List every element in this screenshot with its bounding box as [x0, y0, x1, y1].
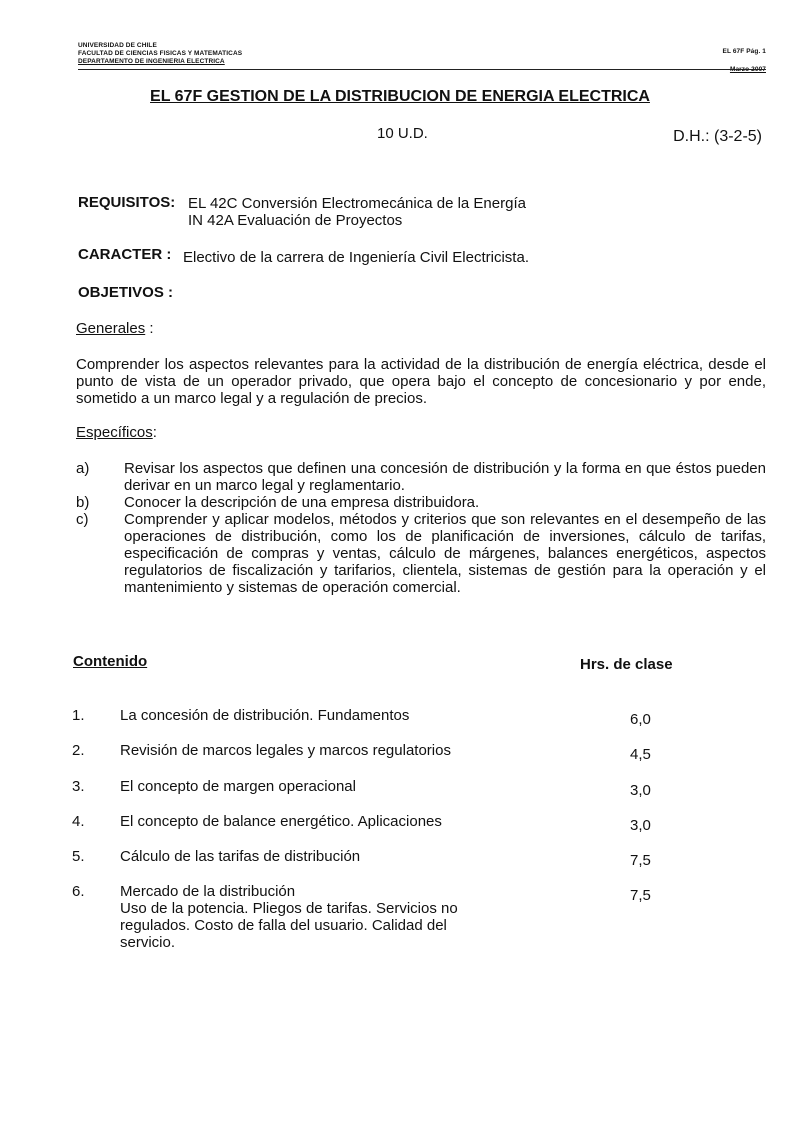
list-text: Comprender y aplicar modelos, métodos y criterios que son relevantes en el desempeño de las operaciones de distribución, como los de planificación de inversiones, cálculo de tarifas, especificación de compras y ventas, cálculo de márgenes, balances energéticos, aspectos regulatorios de fiscalización y tarifarios, clientela, sistemas de gestión para la operación y el mantenimiento y sistemas de operación comercial.	[124, 511, 766, 596]
content-hours: 7,5	[630, 887, 651, 904]
content-topic-detail: Uso de la potencia. Pliegos de tarifas. Servicios no regulados. Costo de falla del usuario. Calidad del servicio.	[120, 900, 458, 951]
content-topic: El concepto de balance energético. Aplicaciones	[120, 813, 442, 830]
requisito-item: IN 42A Evaluación de Proyectos	[188, 212, 403, 229]
page-reference: EL 67F Pág. 1	[722, 48, 766, 55]
generales-paragraph: Comprender los aspectos relevantes para la actividad de la distribución de energía eléctrica, desde el punto de vista de un operador privado, que opera bajo el concepto de concesionario y por ende, sometido a un marco legal y a regulación de precios.	[76, 356, 766, 407]
content-topic: La concesión de distribución. Fundamentos	[120, 707, 410, 724]
content-topic-title: Mercado de la distribución	[120, 883, 296, 900]
content-number: 5.	[72, 848, 85, 865]
content-number: 6.	[72, 883, 85, 900]
document-date: Marzo 2007	[729, 66, 766, 73]
content-topic	[120, 883, 460, 951]
especificos-label: Específicos	[76, 424, 153, 441]
content-number: 2.	[72, 742, 85, 759]
especificos-separator: :	[152, 424, 157, 441]
course-units: 10 U.D.	[377, 125, 428, 142]
content-number: 4.	[72, 813, 85, 830]
list-marker: c)	[76, 511, 89, 528]
document-title: EL 67F GESTION DE LA DISTRIBUCION DE ENERGIA ELECTRICA	[150, 88, 650, 105]
generales-separator: :	[145, 320, 154, 337]
generales-label: Generales	[76, 320, 146, 337]
content-topic: El concepto de margen operacional	[120, 778, 356, 795]
list-marker: b)	[76, 494, 90, 511]
content-hours: 3,0	[630, 817, 651, 834]
university-name: UNIVERSIDAD DE CHILE	[78, 42, 157, 49]
content-topic: Revisión de marcos legales y marcos regulatorios	[120, 742, 451, 759]
content-hours: 4,5	[630, 746, 651, 763]
generales-heading	[76, 320, 154, 337]
requisitos-label: REQUISITOS:	[78, 194, 176, 211]
requisito-item: EL 42C Conversión Electromecánica de la Energía	[188, 195, 526, 212]
faculty-name: FACULTAD DE CIENCIAS FISICAS Y MATEMATICAS	[78, 50, 243, 57]
content-number: 3.	[72, 778, 85, 795]
content-number: 1.	[72, 707, 85, 724]
especificos-heading	[76, 424, 157, 441]
department-name: DEPARTAMENTO DE INGENIERIA ELECTRICA	[78, 58, 225, 65]
course-hours: D.H.: (3-2-5)	[673, 128, 762, 145]
caracter-value: Electivo de la carrera de Ingeniería Civil Electricista.	[183, 249, 529, 266]
list-marker: a)	[76, 460, 90, 477]
contenido-label: Contenido	[73, 653, 148, 670]
hours-column-label: Hrs. de clase	[580, 656, 673, 673]
header-rule	[78, 69, 766, 70]
objetivos-label: OBJETIVOS :	[78, 284, 174, 301]
table-row	[72, 883, 692, 955]
content-hours: 7,5	[630, 852, 651, 869]
list-text: Revisar los aspectos que definen una concesión de distribución y la forma en que éstos pueden derivar en un marco legal y reglamentario.	[124, 460, 766, 494]
content-topic: Cálculo de las tarifas de distribución	[120, 848, 361, 865]
content-hours: 3,0	[630, 782, 651, 799]
list-text: Conocer la descripción de una empresa distribuidora.	[124, 494, 480, 511]
content-hours: 6,0	[630, 711, 651, 728]
caracter-label: CARACTER :	[78, 246, 172, 263]
